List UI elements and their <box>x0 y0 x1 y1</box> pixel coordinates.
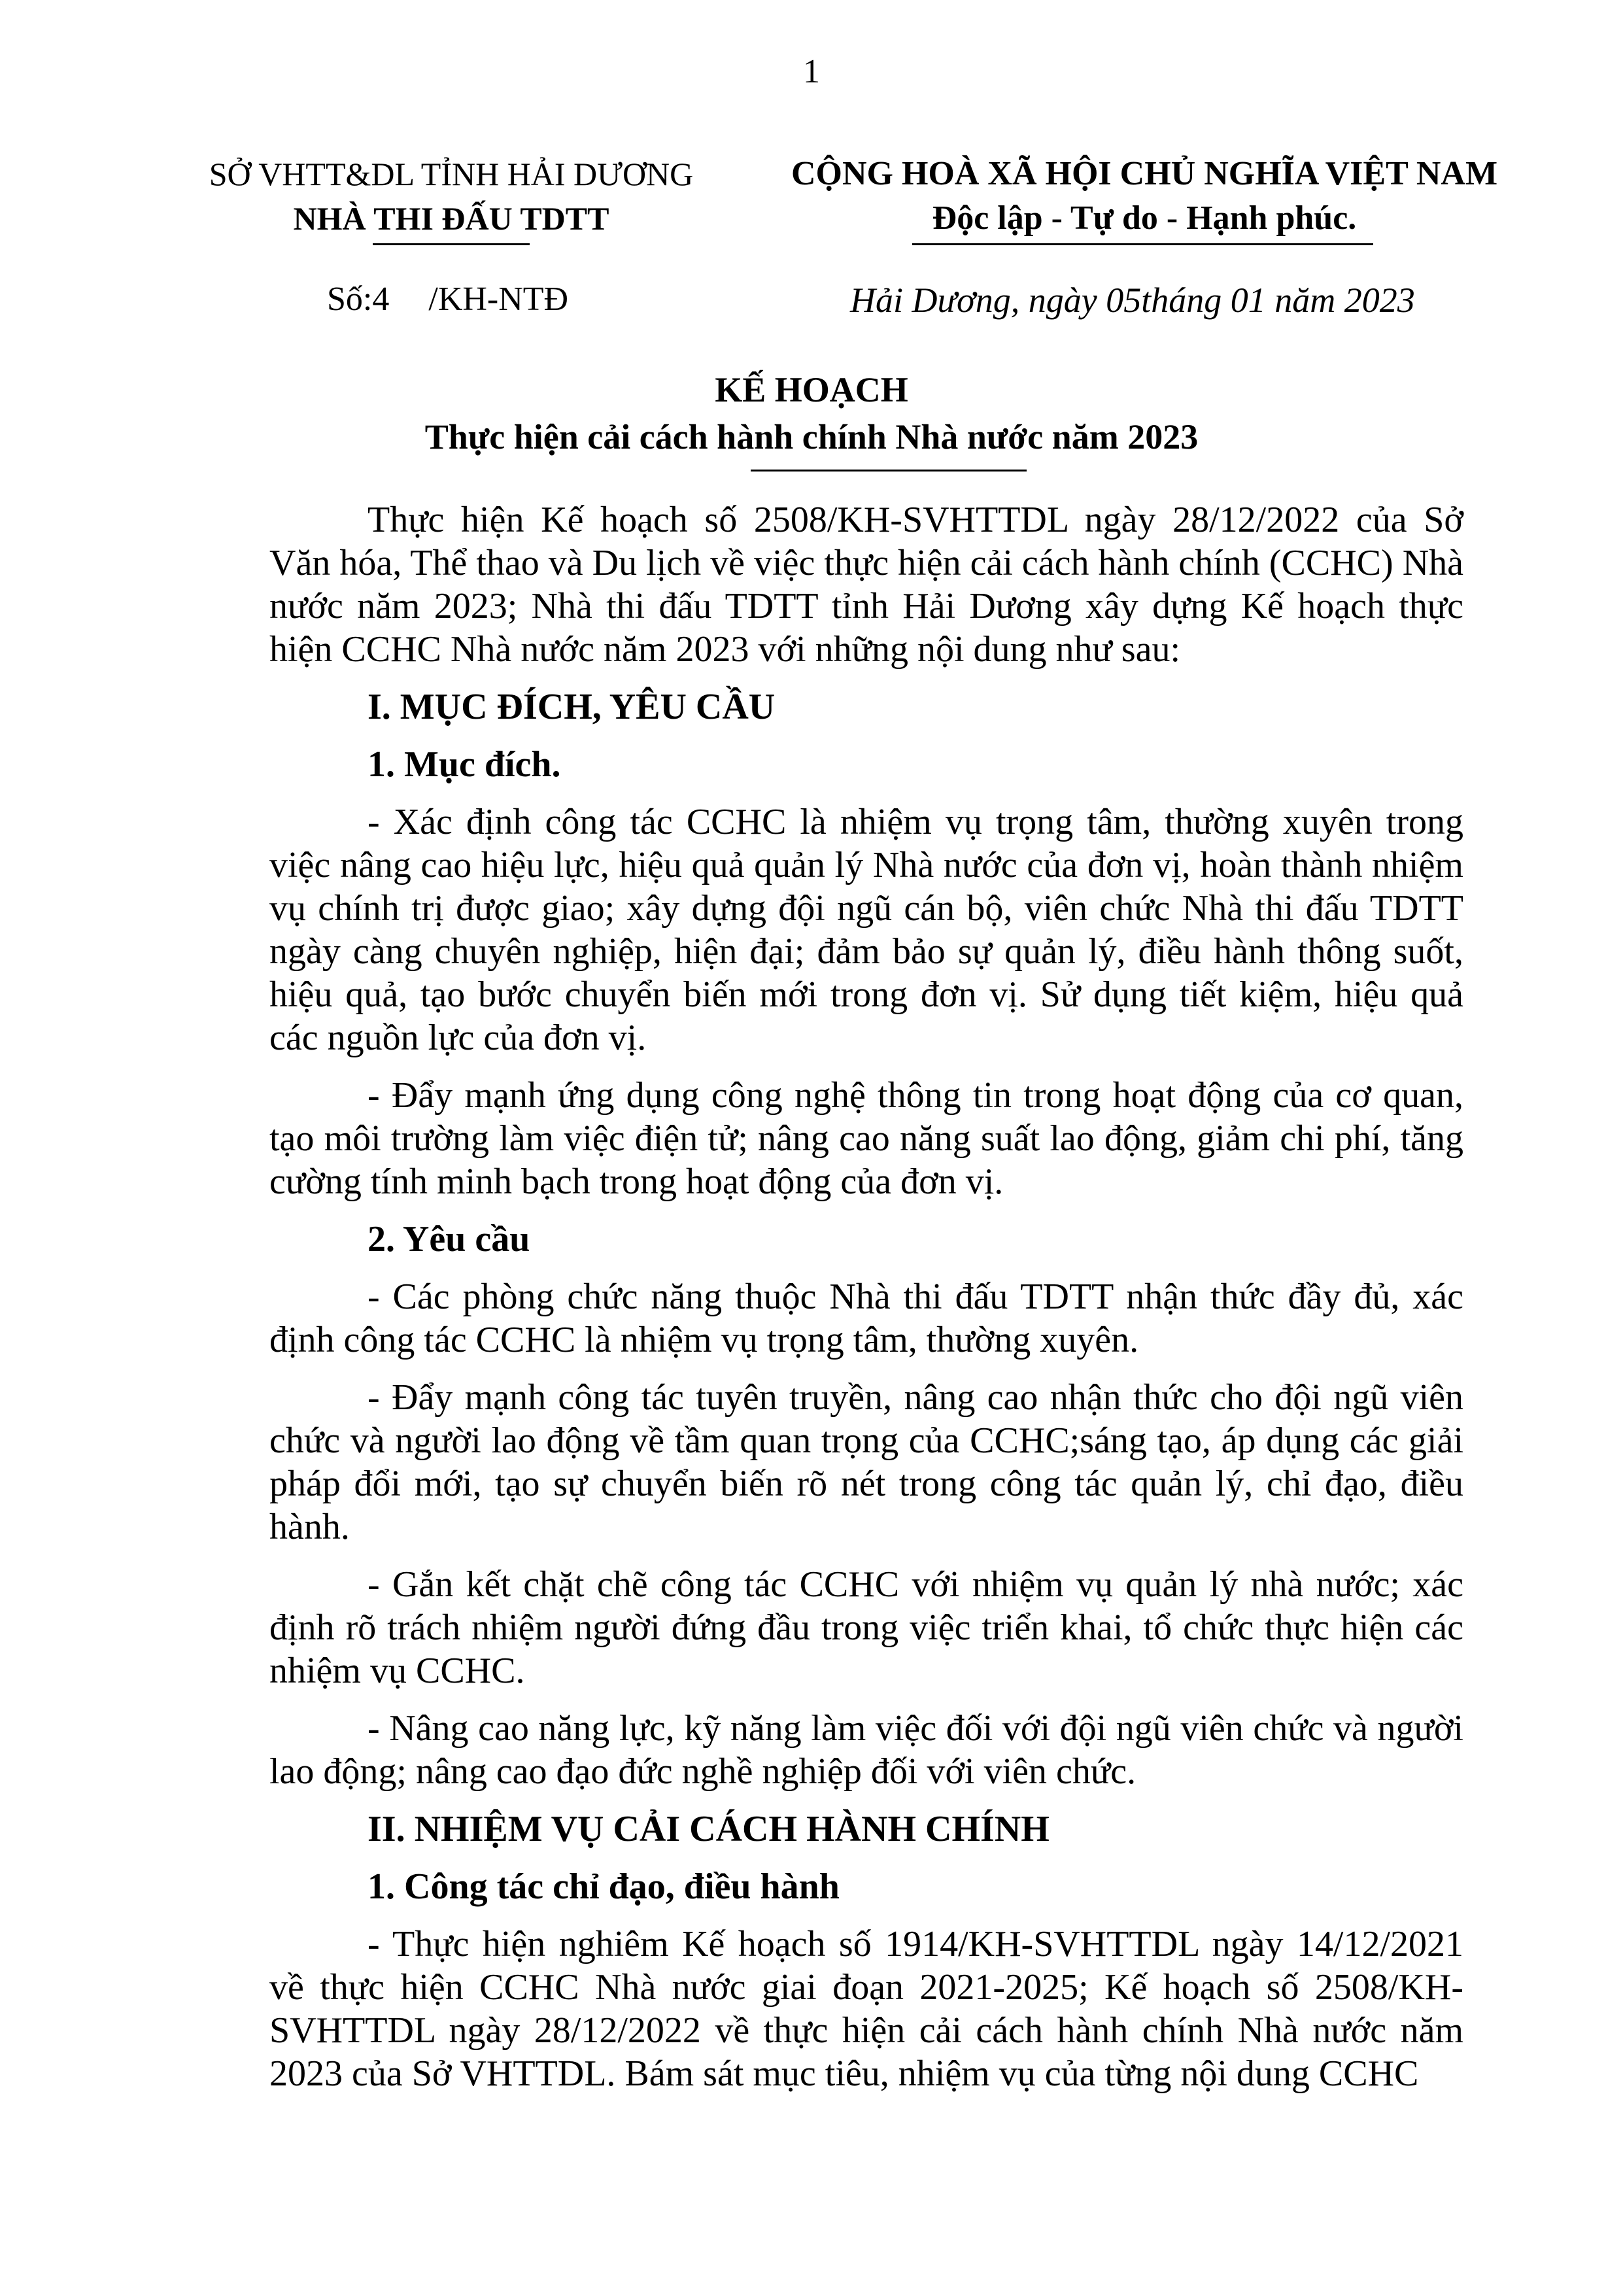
agency-underline <box>373 243 530 245</box>
section-heading: I. MỤC ĐÍCH, YÊU CẦU <box>367 687 776 727</box>
document-date: Hải Dương, ngày 05tháng 01 năm 2023 <box>850 281 1415 320</box>
document-title: KẾ HOẠCH <box>715 370 908 409</box>
body-paragraph: - Nâng cao năng lực, kỹ năng làm việc đối với đội ngũ viên chức và người lao động; nâng cao đạo đức nghề nghiệp đối với viên chức. <box>269 1708 1463 1792</box>
national-motto: Độc lập - Tự do - Hạnh phúc. <box>932 199 1357 237</box>
document-title-block <box>0 366 1623 460</box>
agency-name: NHÀ THI ĐẤU TDTT <box>293 200 609 237</box>
body-paragraph: - Xác định công tác CCHC là nhiệm vụ trọng tâm, thường xuyên trong việc nâng cao hiệu lực, hiệu quả quản lý Nhà nước của đơn vị, hoàn thành nhiệm vụ chính trị được giao; xây dựng đội ngũ cán bộ, viên chức Nhà thi đấu TDTT ngày càng chuyên nghiệp, hiện đại; đảm bảo sự quản lý, điều hành thông suốt, hiệu quả, tạo bước chuyển biến mới trong đơn vị. Sử dụng tiết kiệm, hiệu quả các nguồn lực của đơn vị. <box>269 802 1463 1058</box>
national-title: CỘNG HOÀ XÃ HỘI CHỦ NGHĨA VIỆT NAM <box>791 155 1498 192</box>
title-underline <box>751 470 1027 471</box>
agency-header <box>157 152 745 241</box>
motto-underline <box>912 243 1373 245</box>
body-paragraph: - Gắn kết chặt chẽ công tác CCHC với nhiệm vụ quản lý nhà nước; xác định rõ trách nhiệm người đứng đầu trong việc triển khai, tổ chức thực hiện các nhiệm vụ CCHC. <box>269 1564 1463 1691</box>
document-body <box>269 498 1463 2110</box>
agency-parent-name: SỞ VHTT&DL TỈNH HẢI DƯƠNG <box>209 156 694 192</box>
document-number-suffix: /KH-NTĐ <box>428 281 569 318</box>
subsection-heading: 1. Công tác chỉ đạo, điều hành <box>367 1866 840 1907</box>
section-heading: II. NHIỆM VỤ CẢI CÁCH HÀNH CHÍNH <box>367 1809 1050 1849</box>
body-paragraph: - Đẩy mạnh ứng dụng công nghệ thông tin trong hoạt động của cơ quan, tạo môi trường làm việc điện tử; nâng cao năng suất lao động, giảm chi phí, tăng cường tính minh bạch trong hoạt động của đơn vị. <box>269 1075 1463 1202</box>
body-paragraph: - Đẩy mạnh công tác tuyên truyền, nâng cao nhận thức cho đội ngũ viên chức và người lao động về tầm quan trọng của CCHC;sáng tạo, áp dụng các giải pháp đổi mới, tạo sự chuyển biến rõ nét trong công tác quản lý, chỉ đạo, điều hành. <box>269 1377 1463 1547</box>
subsection-heading: 2. Yêu cầu <box>367 1219 530 1259</box>
body-paragraph: - Các phòng chức năng thuộc Nhà thi đấu TDTT nhận thức đầy đủ, xác định công tác CCHC là nhiệm vụ trọng tâm, thường xuyên. <box>269 1277 1463 1360</box>
page-number: 1 <box>803 53 820 90</box>
intro-paragraph: Thực hiện Kế hoạch số 2508/KH-SVHTTDL ngày 28/12/2022 của Sở Văn hóa, Thể thao và Du lịch về việc thực hiện cải cách hành chính (CCHC) Nhà nước năm 2023; Nhà thi đấu TDTT tỉnh Hải Dương xây dựng Kế hoạch thực hiện CCHC Nhà nước năm 2023 với những nội dung như sau: <box>269 500 1463 670</box>
document-number-prefix: Số:4 <box>327 281 390 318</box>
document-number <box>327 280 568 318</box>
body-paragraph: - Thực hiện nghiêm Kế hoạch số 1914/KH-SVHTTDL ngày 14/12/2021 về thực hiện CCHC Nhà nước giai đoạn 2021-2025; Kế hoạch số 2508/KH-SVHTTDL ngày 28/12/2022 về thực hiện cải cách hành chính Nhà nước năm 2023 của Sở VHTTDL. Bám sát mục tiêu, nhiệm vụ của từng nội dung CCHC <box>269 1924 1463 2094</box>
subsection-heading: 1. Mục đích. <box>367 744 561 785</box>
document-subtitle: Thực hiện cải cách hành chính Nhà nước năm 2023 <box>424 417 1199 456</box>
national-header <box>752 152 1537 241</box>
